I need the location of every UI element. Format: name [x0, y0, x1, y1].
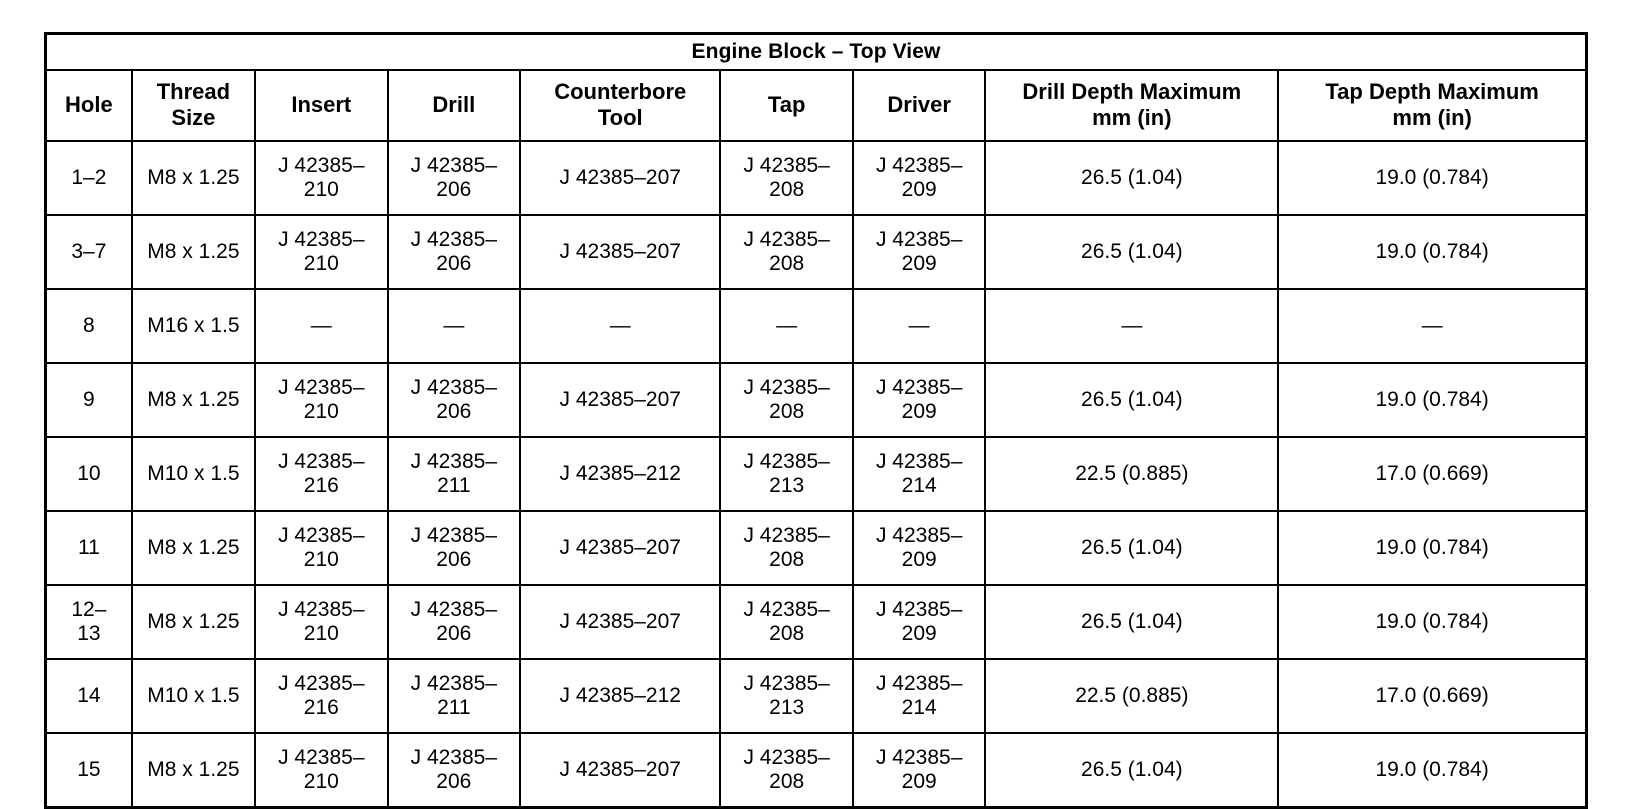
cell-driver: J 42385– 214	[853, 659, 986, 733]
cell-thread-size: M8 x 1.25	[132, 363, 255, 437]
cell-drill: J 42385– 206	[388, 363, 521, 437]
cell-hole: 8	[46, 289, 132, 363]
cell-thread-size: M8 x 1.25	[132, 141, 255, 215]
cell-drill: J 42385– 206	[388, 585, 521, 659]
cell-counterbore-tool: —	[520, 289, 720, 363]
cell-tap-depth-max: 19.0 (0.784)	[1278, 363, 1586, 437]
cell-drill-depth-max: 26.5 (1.04)	[985, 733, 1278, 808]
cell-tap: J 42385– 208	[720, 363, 853, 437]
cell-insert: J 42385– 210	[255, 215, 388, 289]
cell-tap-depth-max: 17.0 (0.669)	[1278, 437, 1586, 511]
cell-tap: J 42385– 208	[720, 511, 853, 585]
cell-tap: J 42385– 213	[720, 659, 853, 733]
cell-thread-size: M16 x 1.5	[132, 289, 255, 363]
column-header-tap: Tap	[720, 70, 853, 141]
table-row	[46, 437, 1587, 511]
table-row	[46, 659, 1587, 733]
cell-drill-depth-max: 26.5 (1.04)	[985, 141, 1278, 215]
column-header-drill: Drill	[388, 70, 521, 141]
cell-tap: —	[720, 289, 853, 363]
cell-driver: —	[853, 289, 986, 363]
cell-counterbore-tool: J 42385–207	[520, 363, 720, 437]
cell-tap: J 42385– 208	[720, 585, 853, 659]
cell-drill-depth-max: 26.5 (1.04)	[985, 363, 1278, 437]
cell-drill: J 42385– 211	[388, 437, 521, 511]
cell-tap: J 42385– 213	[720, 437, 853, 511]
column-header-hole: Hole	[46, 70, 132, 141]
column-header-tap-depth-maximum: Tap Depth Maximum mm (in)	[1278, 70, 1586, 141]
cell-driver: J 42385– 209	[853, 585, 986, 659]
column-header-insert: Insert	[255, 70, 388, 141]
cell-drill-depth-max: —	[985, 289, 1278, 363]
cell-drill-depth-max: 26.5 (1.04)	[985, 511, 1278, 585]
cell-hole: 15	[46, 733, 132, 808]
cell-drill-depth-max: 26.5 (1.04)	[985, 585, 1278, 659]
cell-drill-depth-max: 26.5 (1.04)	[985, 215, 1278, 289]
cell-insert: J 42385– 210	[255, 733, 388, 808]
cell-tap: J 42385– 208	[720, 733, 853, 808]
table-row	[46, 585, 1587, 659]
column-header-counterbore-tool: Counterbore Tool	[520, 70, 720, 141]
table-row	[46, 511, 1587, 585]
cell-tap-depth-max: 19.0 (0.784)	[1278, 585, 1586, 659]
cell-tap: J 42385– 208	[720, 215, 853, 289]
cell-hole: 11	[46, 511, 132, 585]
cell-drill: J 42385– 206	[388, 215, 521, 289]
table-row	[46, 733, 1587, 808]
cell-driver: J 42385– 214	[853, 437, 986, 511]
table-row	[46, 215, 1587, 289]
cell-driver: J 42385– 209	[853, 141, 986, 215]
cell-counterbore-tool: J 42385–212	[520, 659, 720, 733]
cell-insert: J 42385– 216	[255, 659, 388, 733]
cell-thread-size: M8 x 1.25	[132, 585, 255, 659]
cell-insert: J 42385– 210	[255, 511, 388, 585]
cell-tap-depth-max: 19.0 (0.784)	[1278, 141, 1586, 215]
cell-insert: J 42385– 216	[255, 437, 388, 511]
cell-drill: J 42385– 206	[388, 511, 521, 585]
cell-drill-depth-max: 22.5 (0.885)	[985, 659, 1278, 733]
cell-tap-depth-max: —	[1278, 289, 1586, 363]
table-body	[46, 141, 1587, 808]
cell-tap-depth-max: 19.0 (0.784)	[1278, 733, 1586, 808]
cell-insert: J 42385– 210	[255, 363, 388, 437]
cell-counterbore-tool: J 42385–207	[520, 511, 720, 585]
table-title-row	[46, 34, 1587, 71]
cell-thread-size: M10 x 1.5	[132, 659, 255, 733]
cell-drill: —	[388, 289, 521, 363]
cell-tap-depth-max: 17.0 (0.669)	[1278, 659, 1586, 733]
cell-counterbore-tool: J 42385–212	[520, 437, 720, 511]
cell-driver: J 42385– 209	[853, 363, 986, 437]
table-column-header-row	[46, 70, 1587, 141]
cell-thread-size: M8 x 1.25	[132, 511, 255, 585]
column-header-driver: Driver	[853, 70, 986, 141]
table-row	[46, 363, 1587, 437]
column-header-drill-depth-maximum: Drill Depth Maximum mm (in)	[985, 70, 1278, 141]
cell-drill-depth-max: 22.5 (0.885)	[985, 437, 1278, 511]
cell-insert: —	[255, 289, 388, 363]
table-header	[46, 34, 1587, 142]
table-title: Engine Block – Top View	[46, 34, 1587, 71]
cell-thread-size: M8 x 1.25	[132, 733, 255, 808]
cell-hole: 12– 13	[46, 585, 132, 659]
column-header-thread-size: Thread Size	[132, 70, 255, 141]
cell-tap-depth-max: 19.0 (0.784)	[1278, 511, 1586, 585]
cell-drill: J 42385– 206	[388, 141, 521, 215]
cell-hole: 10	[46, 437, 132, 511]
cell-driver: J 42385– 209	[853, 511, 986, 585]
cell-tap: J 42385– 208	[720, 141, 853, 215]
cell-thread-size: M10 x 1.5	[132, 437, 255, 511]
table-row	[46, 289, 1587, 363]
cell-hole: 9	[46, 363, 132, 437]
cell-drill: J 42385– 211	[388, 659, 521, 733]
cell-counterbore-tool: J 42385–207	[520, 733, 720, 808]
cell-hole: 1–2	[46, 141, 132, 215]
table-row	[46, 141, 1587, 215]
cell-hole: 14	[46, 659, 132, 733]
cell-thread-size: M8 x 1.25	[132, 215, 255, 289]
cell-drill: J 42385– 206	[388, 733, 521, 808]
cell-tap-depth-max: 19.0 (0.784)	[1278, 215, 1586, 289]
cell-driver: J 42385– 209	[853, 215, 986, 289]
cell-insert: J 42385– 210	[255, 141, 388, 215]
cell-counterbore-tool: J 42385–207	[520, 141, 720, 215]
cell-driver: J 42385– 209	[853, 733, 986, 808]
cell-counterbore-tool: J 42385–207	[520, 215, 720, 289]
cell-counterbore-tool: J 42385–207	[520, 585, 720, 659]
cell-hole: 3–7	[46, 215, 132, 289]
engine-block-spec-table	[44, 32, 1588, 809]
cell-insert: J 42385– 210	[255, 585, 388, 659]
